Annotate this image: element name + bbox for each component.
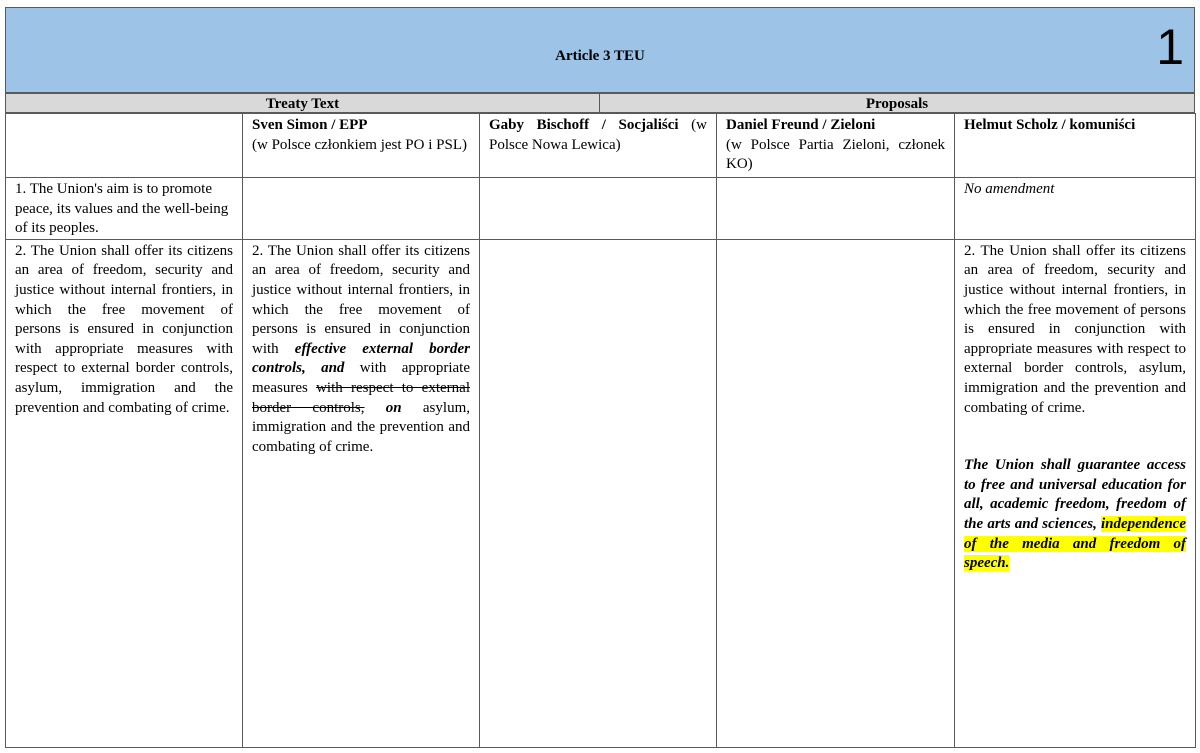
deleted-text: with respect to external border controls, bbox=[252, 379, 470, 416]
table-header-row bbox=[6, 114, 1196, 178]
treaty-paragraph-1: 1. The Union's aim is to promote peace, its values and the well-being of its peoples. bbox=[6, 178, 243, 240]
scholz-cell-1 bbox=[955, 178, 1196, 240]
highlighted-text: independence of the media and freedom of speech. bbox=[964, 515, 1186, 572]
bischoff-header-cell bbox=[480, 114, 717, 178]
scholz-amendment bbox=[955, 239, 1196, 747]
added-text bbox=[964, 456, 1186, 574]
table-row bbox=[6, 239, 1196, 747]
amendment-text: 2. The Union shall offer its citizens an area of freedom, security and justice without internal frontiers, in which the free movement of persons is ensured in conjunction with bbox=[252, 242, 470, 357]
page-number: 1 bbox=[1156, 19, 1184, 75]
author-name: Gaby Bischoff / Socjaliści bbox=[489, 117, 679, 133]
treaty-text-header: Treaty Text bbox=[5, 93, 600, 113]
title-bar bbox=[5, 7, 1195, 93]
page-title: Article 3 TEU bbox=[555, 48, 645, 64]
author-note: (w Polsce Partia Zieloni, członek KO) bbox=[726, 136, 945, 173]
author-note: (w Polsce członkiem jest PO i PSL) bbox=[252, 136, 467, 153]
no-amendment-text: No amendment bbox=[964, 181, 1055, 197]
simon-cell-1 bbox=[243, 178, 480, 240]
added-text: on bbox=[364, 399, 402, 416]
bischoff-cell-1 bbox=[480, 178, 717, 240]
treaty-header-cell bbox=[6, 114, 243, 178]
freund-header-cell bbox=[717, 114, 955, 178]
simon-amendment bbox=[243, 239, 480, 747]
amendment-text: asylum, immigration and the prevention and combating of crime. bbox=[252, 399, 470, 455]
freund-cell-2 bbox=[717, 239, 955, 747]
added-text-part: The Union shall guarantee access to free and universal education for all, academic freedom, freedom of the arts and sciences, bbox=[964, 457, 1186, 532]
scholz-header-cell bbox=[955, 114, 1196, 178]
author-name: Helmut Scholz / komuniści bbox=[964, 117, 1136, 133]
table-row bbox=[6, 178, 1196, 240]
amendment-text: with appropriate measures bbox=[252, 360, 471, 396]
simon-header-cell bbox=[243, 114, 480, 178]
comparison-table bbox=[5, 113, 1196, 748]
added-text: effective external border controls, and bbox=[252, 340, 470, 377]
bischoff-cell-2 bbox=[480, 239, 717, 747]
amendment-text: 2. The Union shall offer its citizens an area of freedom, security and justice without internal frontiers, in which the free movement of persons is ensured in conjunction with appropriate measures with respect to external border controls, asylum, immigration and the prevention and combating of crime. bbox=[964, 242, 1186, 416]
author-name: Daniel Freund / Zieloni bbox=[726, 117, 876, 133]
freund-cell-1 bbox=[717, 178, 955, 240]
author-name: Sven Simon / EPP bbox=[252, 117, 368, 133]
proposals-header: Proposals bbox=[599, 93, 1195, 113]
treaty-paragraph-2: 2. The Union shall offer its citizens an area of freedom, security and justice without internal frontiers, in which the free movement of persons is ensured in conjunction with appropriate measures with respect to external border controls, asylum, immigration and the prevention and combating of crime. bbox=[6, 239, 243, 747]
author-note: (w Polsce Nowa Lewica) bbox=[489, 117, 707, 153]
